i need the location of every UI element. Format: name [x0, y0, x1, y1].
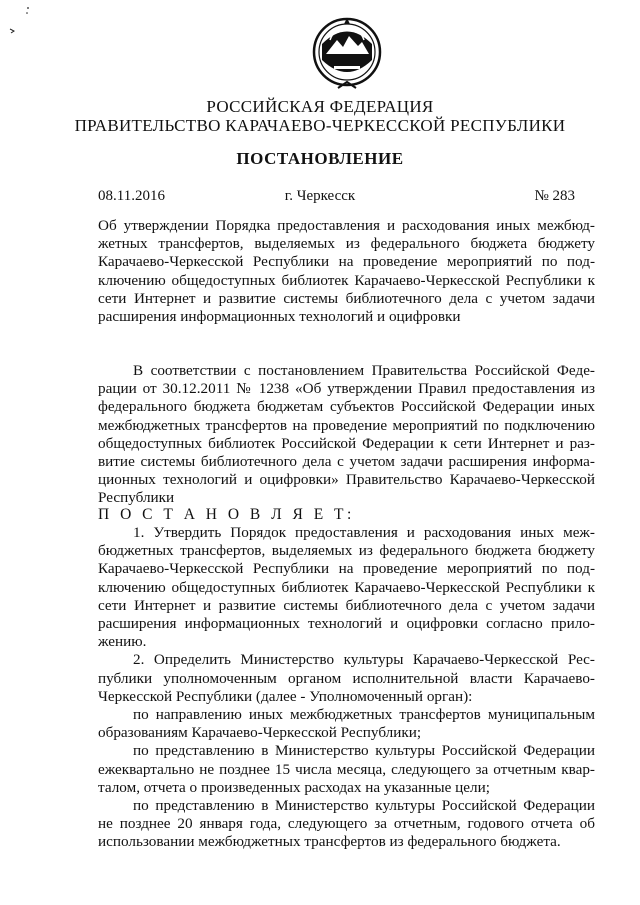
- header-country: РОССИЙСКАЯ ФЕДЕРАЦИЯ: [206, 97, 434, 116]
- preamble: [98, 362, 595, 508]
- title-line: ключению общедоступных библиотек Карачаево-Черкесской Республики к: [98, 271, 595, 289]
- preamble-line: витие системы библиотечного дела с учетом задачи расширения информа-: [98, 453, 595, 471]
- scan-mark-icon: [2, 2, 42, 42]
- document-city: г. Черкесск: [284, 188, 356, 204]
- coat-of-arms-icon: [312, 14, 382, 94]
- body-line: по представлению в Министерство культуры Российской Федерации: [133, 742, 595, 760]
- document-type: ПОСТАНОВЛЕНИЕ: [236, 149, 404, 168]
- body-line: не позднее 20 января года, следующего за отчетным, годового отчета об: [98, 815, 595, 833]
- body-line: использовании межбюджетных трансфертов из федерального бюджета.: [98, 833, 561, 851]
- preamble-line: ционных технологий и оцифровки» Правительство Карачаево-Черкесской: [98, 471, 595, 489]
- title-line: Об утверждении Порядка предоставления и расходования иных межбюд-: [98, 217, 595, 234]
- preamble-line: Республики: [98, 489, 175, 507]
- document-date: 08.11.2016: [98, 188, 165, 204]
- decree-word: П О С Т А Н О В Л Я Е Т:: [98, 506, 355, 523]
- body-line: сети Интернет и развитие системы библиотечного дела с учетом задачи: [98, 596, 595, 614]
- body-line: ежеквартально не позднее 15 числа месяца, следующего за отчетным квар-: [98, 760, 595, 778]
- title-line: сети Интернет и развитие системы библиотечного дела с учетом задачи: [98, 289, 595, 307]
- body-line: по направлению иных межбюджетных трансфертов муниципальным: [133, 706, 595, 724]
- header-government: ПРАВИТЕЛЬСТВО КАРАЧАЕВО-ЧЕРКЕССКОЙ РЕСПУБЛИКИ: [74, 116, 566, 135]
- body-line: публики уполномоченным органом исполнительной власти Карачаево-: [98, 669, 595, 687]
- body-line: расширения информационных технологий и оцифровки согласно прило-: [98, 615, 595, 633]
- decree-body: [98, 524, 595, 852]
- body-line: ключению общедоступных библиотек Карачаево-Черкесской Республики к: [98, 578, 595, 596]
- title-line: Карачаево-Черкесской Республики на проведение мероприятий по под-: [98, 253, 595, 271]
- document-title: [98, 217, 595, 326]
- body-line: бюджетных трансфертов, выделяемых из федерального бюджета бюджету: [98, 542, 595, 560]
- preamble-line: В соответствии с постановлением Правительства Российской Феде-: [133, 362, 595, 379]
- document-number: № 283: [534, 188, 575, 204]
- preamble-line: федерального бюджета бюджетам субъектов Российской Федерации иных: [98, 398, 595, 416]
- body-line: по представлению в Министерство культуры Российской Федерации: [133, 797, 595, 815]
- body-line: жению.: [98, 633, 147, 651]
- body-line: 1. Утвердить Порядок предоставления и расходования иных меж-: [133, 524, 595, 541]
- preamble-line: межбюджетных трансфертов на проведение мероприятий по подключению: [98, 416, 595, 434]
- body-line: Черкесской Республики (далее - Уполномоченный орган):: [98, 687, 473, 705]
- title-line: расширения информационных технологий и оцифровки: [98, 308, 461, 326]
- preamble-line: рации от 30.12.2011 № 1238 «Об утверждении Правил предоставления из: [98, 380, 595, 398]
- body-line: образованиям Карачаево-Черкесской Республики;: [98, 724, 422, 742]
- preamble-line: общедоступных библиотек Российской Федерации к сети Интернет и раз-: [98, 434, 595, 452]
- body-line: талом, отчета о произведенных расходах на указанные цели;: [98, 778, 490, 796]
- title-line: жетных трансфертов, выделяемых из федерального бюджета бюджету: [98, 235, 595, 253]
- body-line: Карачаево-Черкесской Республики на проведение мероприятий по под-: [98, 560, 595, 578]
- body-line: 2. Определить Министерство культуры Карачаево-Черкесской Рес-: [133, 651, 595, 669]
